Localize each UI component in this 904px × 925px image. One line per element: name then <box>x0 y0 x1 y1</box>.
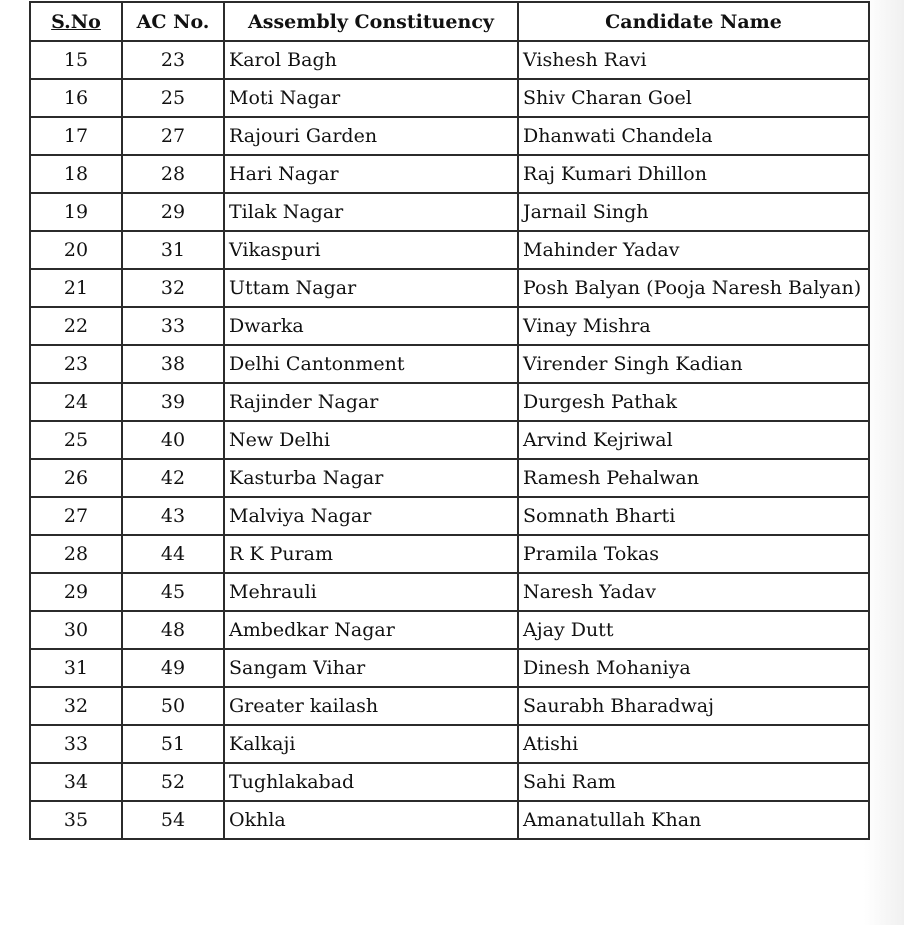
table-row <box>30 649 869 687</box>
header-sno: S.No <box>30 2 122 41</box>
cell-ac-no: 38 <box>122 345 224 383</box>
table-row <box>30 687 869 725</box>
cell-candidate: Saurabh Bharadwaj <box>518 687 869 725</box>
candidate-table <box>29 1 870 840</box>
table-row <box>30 193 869 231</box>
cell-candidate: Naresh Yadav <box>518 573 869 611</box>
cell-sno: 32 <box>30 687 122 725</box>
cell-sno: 35 <box>30 801 122 839</box>
cell-candidate: Raj Kumari Dhillon <box>518 155 869 193</box>
cell-candidate: Sahi Ram <box>518 763 869 801</box>
cell-constituency: Rajouri Garden <box>224 117 518 155</box>
cell-sno: 25 <box>30 421 122 459</box>
cell-ac-no: 51 <box>122 725 224 763</box>
header-candidate: Candidate Name <box>518 2 869 41</box>
cell-constituency: Tilak Nagar <box>224 193 518 231</box>
cell-candidate: Somnath Bharti <box>518 497 869 535</box>
cell-ac-no: 49 <box>122 649 224 687</box>
table-row <box>30 79 869 117</box>
cell-candidate: Atishi <box>518 725 869 763</box>
cell-sno: 31 <box>30 649 122 687</box>
cell-constituency: R K Puram <box>224 535 518 573</box>
cell-sno: 21 <box>30 269 122 307</box>
cell-sno: 33 <box>30 725 122 763</box>
cell-candidate: Pramila Tokas <box>518 535 869 573</box>
page-edge-shadow <box>864 0 904 925</box>
table-row <box>30 155 869 193</box>
cell-candidate: Jarnail Singh <box>518 193 869 231</box>
cell-constituency: Malviya Nagar <box>224 497 518 535</box>
cell-constituency: Hari Nagar <box>224 155 518 193</box>
cell-candidate: Durgesh Pathak <box>518 383 869 421</box>
cell-constituency: Karol Bagh <box>224 41 518 79</box>
cell-sno: 28 <box>30 535 122 573</box>
cell-sno: 15 <box>30 41 122 79</box>
cell-sno: 26 <box>30 459 122 497</box>
cell-ac-no: 44 <box>122 535 224 573</box>
cell-sno: 30 <box>30 611 122 649</box>
cell-sno: 24 <box>30 383 122 421</box>
table-row <box>30 421 869 459</box>
table-row <box>30 611 869 649</box>
table-row <box>30 383 869 421</box>
cell-constituency: New Delhi <box>224 421 518 459</box>
cell-sno: 27 <box>30 497 122 535</box>
cell-constituency: Kalkaji <box>224 725 518 763</box>
table-row <box>30 345 869 383</box>
cell-constituency: Dwarka <box>224 307 518 345</box>
cell-constituency: Vikaspuri <box>224 231 518 269</box>
cell-ac-no: 50 <box>122 687 224 725</box>
cell-constituency: Moti Nagar <box>224 79 518 117</box>
cell-candidate: Posh Balyan (Pooja Naresh Balyan) <box>518 269 869 307</box>
cell-constituency: Ambedkar Nagar <box>224 611 518 649</box>
cell-candidate: Vishesh Ravi <box>518 41 869 79</box>
cell-candidate: Virender Singh Kadian <box>518 345 869 383</box>
cell-sno: 22 <box>30 307 122 345</box>
cell-ac-no: 27 <box>122 117 224 155</box>
table-row <box>30 497 869 535</box>
table-row <box>30 573 869 611</box>
table-row <box>30 231 869 269</box>
cell-ac-no: 29 <box>122 193 224 231</box>
cell-ac-no: 40 <box>122 421 224 459</box>
cell-constituency: Tughlakabad <box>224 763 518 801</box>
cell-ac-no: 52 <box>122 763 224 801</box>
table-row <box>30 269 869 307</box>
cell-constituency: Rajinder Nagar <box>224 383 518 421</box>
cell-sno: 34 <box>30 763 122 801</box>
cell-sno: 29 <box>30 573 122 611</box>
header-constituency: Assembly Constituency <box>224 2 518 41</box>
table-row <box>30 801 869 839</box>
cell-ac-no: 39 <box>122 383 224 421</box>
table-row <box>30 41 869 79</box>
cell-ac-no: 54 <box>122 801 224 839</box>
header-row <box>30 2 869 41</box>
cell-candidate: Ramesh Pehalwan <box>518 459 869 497</box>
cell-candidate: Amanatullah Khan <box>518 801 869 839</box>
cell-candidate: Ajay Dutt <box>518 611 869 649</box>
cell-candidate: Dinesh Mohaniya <box>518 649 869 687</box>
cell-constituency: Okhla <box>224 801 518 839</box>
cell-ac-no: 25 <box>122 79 224 117</box>
cell-sno: 19 <box>30 193 122 231</box>
cell-sno: 18 <box>30 155 122 193</box>
cell-ac-no: 32 <box>122 269 224 307</box>
cell-candidate: Dhanwati Chandela <box>518 117 869 155</box>
cell-ac-no: 48 <box>122 611 224 649</box>
cell-ac-no: 28 <box>122 155 224 193</box>
cell-ac-no: 33 <box>122 307 224 345</box>
table-row <box>30 459 869 497</box>
cell-constituency: Uttam Nagar <box>224 269 518 307</box>
cell-candidate: Arvind Kejriwal <box>518 421 869 459</box>
cell-sno: 17 <box>30 117 122 155</box>
cell-sno: 20 <box>30 231 122 269</box>
table-row <box>30 117 869 155</box>
cell-ac-no: 31 <box>122 231 224 269</box>
header-ac-no: AC No. <box>122 2 224 41</box>
table-row <box>30 307 869 345</box>
cell-ac-no: 43 <box>122 497 224 535</box>
cell-sno: 23 <box>30 345 122 383</box>
cell-ac-no: 42 <box>122 459 224 497</box>
cell-candidate: Vinay Mishra <box>518 307 869 345</box>
cell-candidate: Shiv Charan Goel <box>518 79 869 117</box>
table-row <box>30 725 869 763</box>
cell-constituency: Mehrauli <box>224 573 518 611</box>
table-row <box>30 535 869 573</box>
cell-candidate: Mahinder Yadav <box>518 231 869 269</box>
cell-ac-no: 45 <box>122 573 224 611</box>
cell-constituency: Kasturba Nagar <box>224 459 518 497</box>
cell-constituency: Sangam Vihar <box>224 649 518 687</box>
cell-constituency: Delhi Cantonment <box>224 345 518 383</box>
cell-sno: 16 <box>30 79 122 117</box>
table-row <box>30 763 869 801</box>
cell-constituency: Greater kailash <box>224 687 518 725</box>
cell-ac-no: 23 <box>122 41 224 79</box>
